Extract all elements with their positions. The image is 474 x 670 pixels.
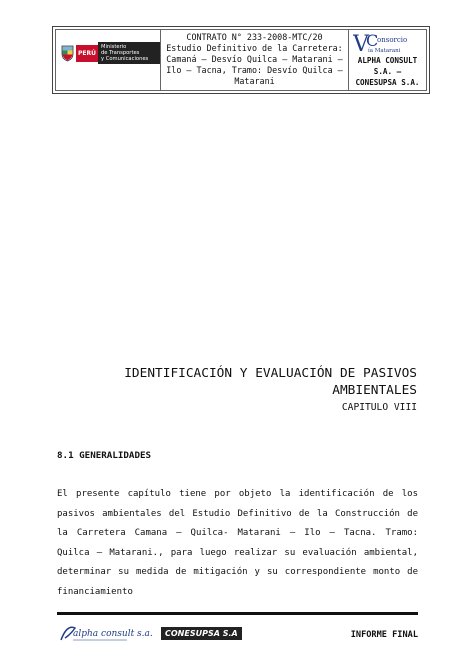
title-line: IDENTIFICACIÓN Y EVALUACIÓN DE PASIVOS xyxy=(124,366,417,381)
header-table xyxy=(52,26,430,94)
conesupsa-logo: CONESUPSA S.A xyxy=(161,627,242,640)
alpha-consult-logo xyxy=(57,622,157,644)
report-label: INFORME FINAL xyxy=(350,630,418,640)
body-paragraph: El presente capítulo tiene por objeto la identificación de los pasivos ambientales del Estudio Definitivo de la Construcción de la Carretera Camana – Quilca- Matarani – Ilo – Tacna. Tramo: Quilca – Matarani., para luego realizar su evaluación ambiental, determinar su medida de mitigación y su correspondiente monto de financiamiento xyxy=(57,489,418,597)
consorcio-logo xyxy=(353,32,419,54)
ministry-logo xyxy=(61,42,160,64)
contract-line: Estudio Definitivo de la Carretera: xyxy=(166,43,343,53)
footer-divider xyxy=(57,612,418,615)
footer-logos xyxy=(57,622,242,644)
svg-text:ía Matarani: ía Matarani xyxy=(368,48,401,54)
contract-line: Matarani xyxy=(234,76,275,86)
coat-of-arms-icon xyxy=(61,44,74,62)
ministry-name xyxy=(98,42,160,64)
chapter-label: CAPITULO VIII xyxy=(341,402,417,413)
peru-label: PERÚ xyxy=(76,45,98,62)
ministry-name-line: Ministerio xyxy=(101,44,127,50)
document-title xyxy=(124,365,417,413)
svg-text:V: V xyxy=(353,32,369,54)
consorcio-line: CONESUPSA S.A. xyxy=(355,78,420,87)
contract-line: Ilo – Tacna, Tramo: Desvío Quilca – xyxy=(166,65,343,75)
svg-text:onsorcio: onsorcio xyxy=(377,36,408,44)
consorcio-line: ALPHA CONSULT xyxy=(357,56,418,65)
contract-number: CONTRATO N° 233-2008-MTC/20 xyxy=(186,32,323,42)
contract-line: Camaná – Desvío Quilca – Matarani – xyxy=(166,54,343,64)
contract-info-cell xyxy=(161,30,349,90)
section-heading: 8.1 GENERALIDADES xyxy=(57,450,152,461)
svg-text:C: C xyxy=(366,32,379,50)
ministry-name-line: de Transportes xyxy=(101,50,140,56)
ministry-logo-cell xyxy=(56,30,161,90)
svg-text:alpha consult s.a.: alpha consult s.a. xyxy=(73,629,153,639)
consorcio-line: S.A. – xyxy=(373,67,402,76)
title-line: AMBIENTALES xyxy=(332,383,417,398)
ministry-name-line: y Comunicaciones xyxy=(101,56,149,62)
consorcio-cell xyxy=(349,30,426,90)
